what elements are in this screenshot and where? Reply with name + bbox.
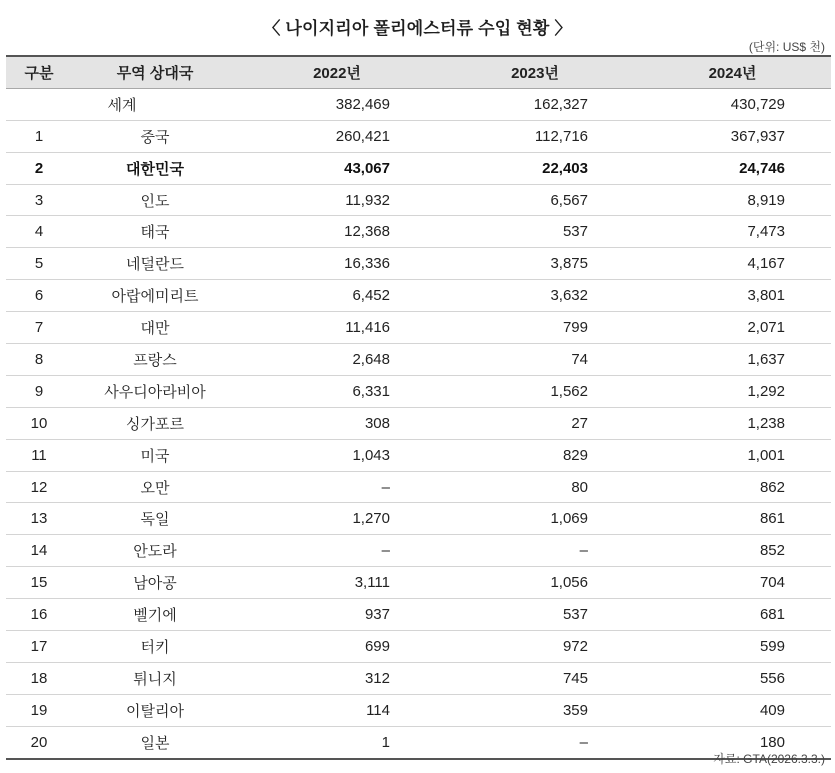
table-row bbox=[6, 407, 831, 439]
value-2022-cell: 1,043 bbox=[238, 439, 436, 471]
value-2022-cell: 6,452 bbox=[238, 280, 436, 312]
country-cell: 터키 bbox=[72, 631, 238, 663]
value-2024-cell: 367,937 bbox=[634, 120, 831, 152]
value-2024-cell: 24,746 bbox=[634, 152, 831, 184]
country-cell: 대만 bbox=[72, 312, 238, 344]
country-cell: 싱가포르 bbox=[72, 407, 238, 439]
value-2022-cell: 114 bbox=[238, 694, 436, 726]
value-2023-cell: 3,632 bbox=[436, 280, 634, 312]
country-cell: 일본 bbox=[72, 726, 238, 758]
table-row bbox=[6, 344, 831, 376]
value-2023-cell: 537 bbox=[436, 216, 634, 248]
rank-cell: 4 bbox=[6, 216, 72, 248]
value-2023-cell: 1,056 bbox=[436, 567, 634, 599]
value-2022-cell: 1 bbox=[238, 726, 436, 758]
world-2024: 430,729 bbox=[634, 88, 831, 120]
rank-cell: 12 bbox=[6, 471, 72, 503]
value-2022-cell: 308 bbox=[238, 407, 436, 439]
country-cell: 안도라 bbox=[72, 535, 238, 567]
rank-cell: 8 bbox=[6, 344, 72, 376]
value-2023-cell: 80 bbox=[436, 471, 634, 503]
country-cell: 오만 bbox=[72, 471, 238, 503]
value-2022-cell: 2,648 bbox=[238, 344, 436, 376]
value-2022-cell: 43,067 bbox=[238, 152, 436, 184]
table-row bbox=[6, 694, 831, 726]
country-cell: 대한민국 bbox=[72, 152, 238, 184]
value-2024-cell: 599 bbox=[634, 631, 831, 663]
country-cell: 아랍에미리트 bbox=[72, 280, 238, 312]
header-partner: 무역 상대국 bbox=[72, 56, 238, 88]
table-row bbox=[6, 375, 831, 407]
value-2024-cell: 8,919 bbox=[634, 184, 831, 216]
table-row bbox=[6, 599, 831, 631]
value-2022-cell: 937 bbox=[238, 599, 436, 631]
value-2022-cell: 11,932 bbox=[238, 184, 436, 216]
header-row bbox=[6, 56, 831, 88]
value-2023-cell: 6,567 bbox=[436, 184, 634, 216]
country-cell: 인도 bbox=[72, 184, 238, 216]
world-total-row bbox=[6, 88, 831, 120]
import-table bbox=[6, 55, 831, 760]
rank-cell: 11 bbox=[6, 439, 72, 471]
value-2024-cell: 1,001 bbox=[634, 439, 831, 471]
table-title: 〈 나이지리아 폴리에스터류 수입 현황 〉 bbox=[263, 19, 572, 38]
rank-cell: 9 bbox=[6, 375, 72, 407]
country-cell: 남아공 bbox=[72, 567, 238, 599]
table-row bbox=[6, 216, 831, 248]
value-2023-cell: 74 bbox=[436, 344, 634, 376]
value-2023-cell: 799 bbox=[436, 312, 634, 344]
table-row bbox=[6, 120, 831, 152]
value-2022-cell: 12,368 bbox=[238, 216, 436, 248]
country-cell: 튀니지 bbox=[72, 662, 238, 694]
table-row bbox=[6, 312, 831, 344]
value-2023-cell: 3,875 bbox=[436, 248, 634, 280]
table-row bbox=[6, 439, 831, 471]
value-2022-cell: 1,270 bbox=[238, 503, 436, 535]
rank-cell: 18 bbox=[6, 662, 72, 694]
value-2023-cell: 829 bbox=[436, 439, 634, 471]
value-2023-cell: 537 bbox=[436, 599, 634, 631]
rank-cell: 20 bbox=[6, 726, 72, 758]
table-row bbox=[6, 631, 831, 663]
value-2023-cell: 1,069 bbox=[436, 503, 634, 535]
world-2022: 382,469 bbox=[238, 88, 436, 120]
country-cell: 중국 bbox=[72, 120, 238, 152]
table-row bbox=[6, 184, 831, 216]
rank-cell: 16 bbox=[6, 599, 72, 631]
rank-cell: 14 bbox=[6, 535, 72, 567]
source-note: 자료: GTA(2026.3.3.) bbox=[713, 752, 825, 766]
value-2024-cell: 4,167 bbox=[634, 248, 831, 280]
value-2024-cell: 704 bbox=[634, 567, 831, 599]
value-2023-cell: 1,562 bbox=[436, 375, 634, 407]
rank-cell: 13 bbox=[6, 503, 72, 535]
rank-cell: 3 bbox=[6, 184, 72, 216]
value-2022-cell: – bbox=[238, 471, 436, 503]
value-2022-cell: 6,331 bbox=[238, 375, 436, 407]
country-cell: 네덜란드 bbox=[72, 248, 238, 280]
value-2024-cell: 180 bbox=[634, 726, 831, 758]
value-2024-cell: 556 bbox=[634, 662, 831, 694]
country-cell: 태국 bbox=[72, 216, 238, 248]
header-2023: 2023년 bbox=[436, 56, 634, 88]
country-cell: 프랑스 bbox=[72, 344, 238, 376]
rank-cell: 10 bbox=[6, 407, 72, 439]
country-cell: 이탈리아 bbox=[72, 694, 238, 726]
world-2023: 162,327 bbox=[436, 88, 634, 120]
rank-cell: 2 bbox=[6, 152, 72, 184]
table-row bbox=[6, 152, 831, 184]
value-2024-cell: 681 bbox=[634, 599, 831, 631]
header-2024: 2024년 bbox=[634, 56, 831, 88]
value-2023-cell: 22,403 bbox=[436, 152, 634, 184]
table-row bbox=[6, 471, 831, 503]
value-2022-cell: 16,336 bbox=[238, 248, 436, 280]
rank-cell: 6 bbox=[6, 280, 72, 312]
value-2024-cell: 409 bbox=[634, 694, 831, 726]
rank-cell: 17 bbox=[6, 631, 72, 663]
value-2022-cell: 312 bbox=[238, 662, 436, 694]
value-2024-cell: 852 bbox=[634, 535, 831, 567]
value-2023-cell: 745 bbox=[436, 662, 634, 694]
country-cell: 미국 bbox=[72, 439, 238, 471]
value-2024-cell: 1,292 bbox=[634, 375, 831, 407]
unit-note: (단위: US$ 천) bbox=[748, 40, 825, 54]
country-cell: 벨기에 bbox=[72, 599, 238, 631]
value-2023-cell: – bbox=[436, 726, 634, 758]
table-row bbox=[6, 248, 831, 280]
value-2024-cell: 7,473 bbox=[634, 216, 831, 248]
value-2024-cell: 2,071 bbox=[634, 312, 831, 344]
header-rank: 구분 bbox=[6, 56, 72, 88]
value-2022-cell: 699 bbox=[238, 631, 436, 663]
value-2023-cell: 972 bbox=[436, 631, 634, 663]
world-label: 세계 bbox=[6, 88, 238, 120]
value-2022-cell: 3,111 bbox=[238, 567, 436, 599]
value-2024-cell: 861 bbox=[634, 503, 831, 535]
table-row bbox=[6, 567, 831, 599]
table-row bbox=[6, 662, 831, 694]
value-2023-cell: – bbox=[436, 535, 634, 567]
value-2023-cell: 359 bbox=[436, 694, 634, 726]
table-row bbox=[6, 280, 831, 312]
table-row bbox=[6, 503, 831, 535]
rank-cell: 15 bbox=[6, 567, 72, 599]
value-2022-cell: – bbox=[238, 535, 436, 567]
value-2023-cell: 27 bbox=[436, 407, 634, 439]
rank-cell: 7 bbox=[6, 312, 72, 344]
country-cell: 사우디아라비아 bbox=[72, 375, 238, 407]
value-2022-cell: 11,416 bbox=[238, 312, 436, 344]
table-row bbox=[6, 535, 831, 567]
table-row bbox=[6, 726, 831, 758]
value-2024-cell: 862 bbox=[634, 471, 831, 503]
country-cell: 독일 bbox=[72, 503, 238, 535]
value-2024-cell: 1,238 bbox=[634, 407, 831, 439]
rank-cell: 5 bbox=[6, 248, 72, 280]
header-2022: 2022년 bbox=[238, 56, 436, 88]
value-2024-cell: 3,801 bbox=[634, 280, 831, 312]
rank-cell: 1 bbox=[6, 120, 72, 152]
value-2024-cell: 1,637 bbox=[634, 344, 831, 376]
value-2022-cell: 260,421 bbox=[238, 120, 436, 152]
value-2023-cell: 112,716 bbox=[436, 120, 634, 152]
rank-cell: 19 bbox=[6, 694, 72, 726]
